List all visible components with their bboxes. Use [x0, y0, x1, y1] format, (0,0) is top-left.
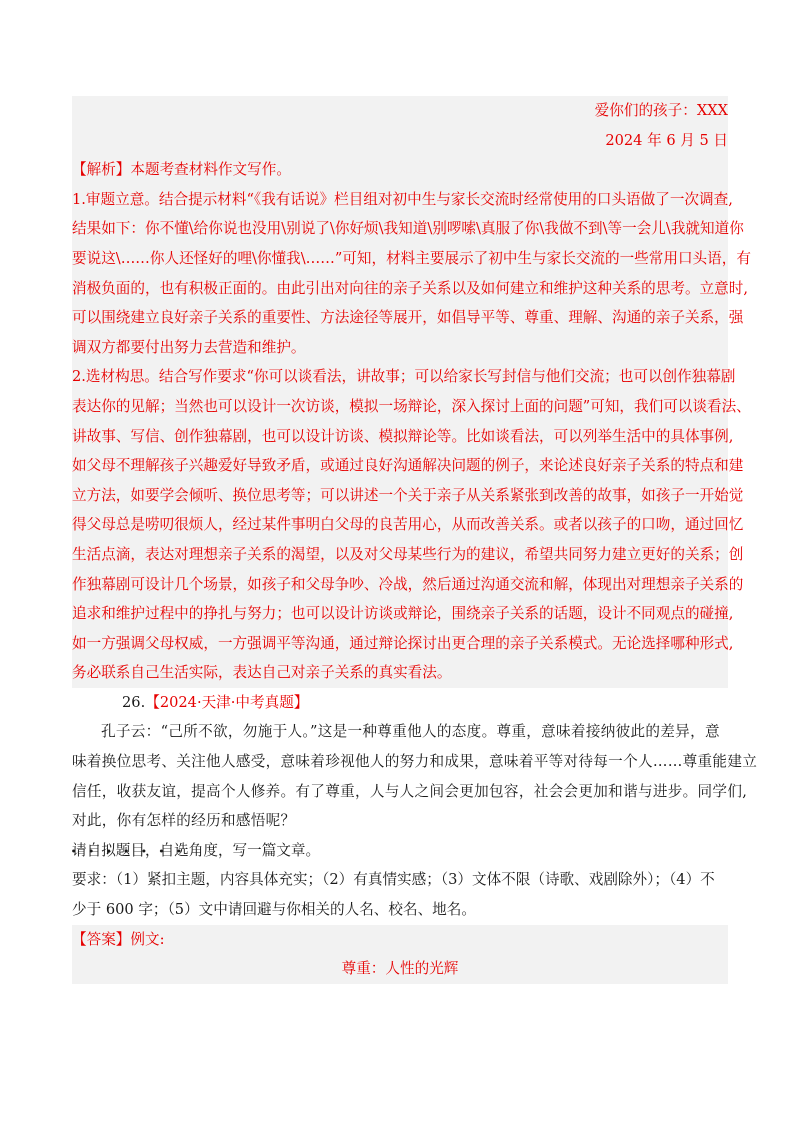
- analysis-line: 立方法，如要学会倾听、换位思考等；可以讲述一个关于亲子从关系紧张到改善的故事，如孩子一开始觉: [72, 486, 744, 504]
- question-source: 【2024·天津·中考真题】: [145, 693, 309, 711]
- analysis-line: 要说这\……你人还怪好的哩\你懂我\……”可知，材料主要展示了初中生与家长交流的一些常用口头语，有: [72, 249, 751, 267]
- letter-closing-block: [72, 96, 728, 155]
- letter-date: 2024 年 6 月 5 日: [605, 131, 728, 149]
- analysis-intro: 本题考查材料作文写作。: [130, 161, 291, 179]
- answer-label: 例文:: [130, 930, 165, 948]
- analysis-line: 结果如下：你不懂\给你说也没用\别说了\你好烦\我知道\别啰嗦\真服了你\我做不到\等一会儿\我就知道你: [72, 220, 744, 238]
- question-heading: [72, 688, 728, 718]
- analysis-tag: 【解析】: [72, 161, 131, 179]
- answer-heading: [72, 925, 728, 955]
- question-number: 26.: [122, 693, 146, 711]
- answer-tag: 【答案】: [72, 930, 131, 948]
- analysis-line: 讲故事、写信、创作独幕剧，也可以设计访谈、模拟辩论等。比如谈看法，可以列举生活中的具体事例,: [72, 427, 734, 445]
- analysis-heading: [72, 155, 728, 185]
- analysis-line: 可以围绕建立良好亲子关系的重要性、方法途径等展开，如倡导平等、尊重、理解、沟通的亲子关系，强: [72, 309, 744, 327]
- answer-block: [72, 925, 728, 984]
- instruction-line: [72, 836, 728, 866]
- emphasis-dots: 请自拟题目，自选角度，写一篇文章。 ● ● ● ● ● ● ●: [72, 842, 320, 859]
- analysis-line: 追求和维护过程中的挣扎与努力；也可以设计访谈或辩论，围绕亲子关系的话题，设计不同观点的碰撞,: [72, 605, 734, 623]
- analysis-line: 消极负面的，也有积极正面的。由此引出对向往的亲子关系以及如何建立和维护这种关系的思考。立意时,: [72, 279, 748, 297]
- analysis-line: 表达你的见解；当然也可以设计一次访谈，模拟一场辩论，深入探讨上面的问题”可知，我们可以谈看法、: [72, 397, 751, 415]
- analysis-line: 1.审题立意。结合提示材料“《我有话说》栏目组对初中生与家长交流时经常使用的口头语做了一次调查,: [72, 190, 733, 208]
- analysis-line: 得父母总是唠叨很烦人，经过某件事明白父母的良苦用心，从而改善关系。或者以孩子的口吻，通过回忆: [72, 516, 744, 534]
- analysis-line: 作独幕剧可设计几个场景，如孩子和父母争吵、冷战，然后通过沟通交流和解，体现出对理想亲子关系的: [72, 575, 744, 593]
- analysis-line: 生活点滴，表达对理想亲子关系的渴望，以及对父母某些行为的建议，希望共同努力建立更好的关系；创: [72, 545, 744, 563]
- document-page: [72, 96, 758, 984]
- analysis-line: 2.选材构思。结合写作要求“你可以谈看法，讲故事；可以给家长写封信与他们交流；也可以创作独幕剧: [72, 368, 736, 386]
- analysis-line: 务必联系自己生活实际，表达自己对亲子关系的真实看法。: [72, 664, 452, 682]
- essay-title: 尊重：人性的光辉: [341, 960, 459, 978]
- question-block: [72, 688, 758, 925]
- requirements-line: 少于 600 字；（5）文中请回避与你相关的人名、校名、地名。: [72, 901, 476, 919]
- requirements-line: 要求：（1）紧扣主题，内容具体充实；（2）有真情实感；（3）文体不限（诗歌、戏剧除外）；（4）不: [72, 871, 715, 889]
- material-line: 信任，收获友谊，提高个人修养。有了尊重，人与人之间会更加包容，社会会更加和谐与进步。同学们,: [72, 782, 748, 800]
- material-line: 对此，你有怎样的经历和感悟呢？: [72, 812, 296, 830]
- letter-signature: 爱你们的孩子：XXX: [594, 102, 728, 119]
- analysis-line: 如一方强调父母权威，一方强调平等沟通，通过辩论探讨出更合理的亲子关系模式。无论选择哪种形式,: [72, 634, 734, 652]
- analysis-block: [72, 155, 751, 688]
- analysis-line: 如父母不理解孩子兴趣爱好导致矛盾，或通过良好沟通解决问题的例子，来论述良好亲子关系的特点和建: [72, 457, 744, 475]
- analysis-line: 调双方都要付出努力去营造和维护。: [72, 338, 306, 356]
- material-line: 孔子云：“己所不欲，勿施于人。”这是一种尊重他人的态度。尊重，意味着接纳彼此的差异，意: [101, 723, 720, 741]
- material-line: 味着换位思考、关注他人感受，意味着珍视他人的努力和成果，意味着平等对待每一个人……尊重能建立: [72, 753, 758, 771]
